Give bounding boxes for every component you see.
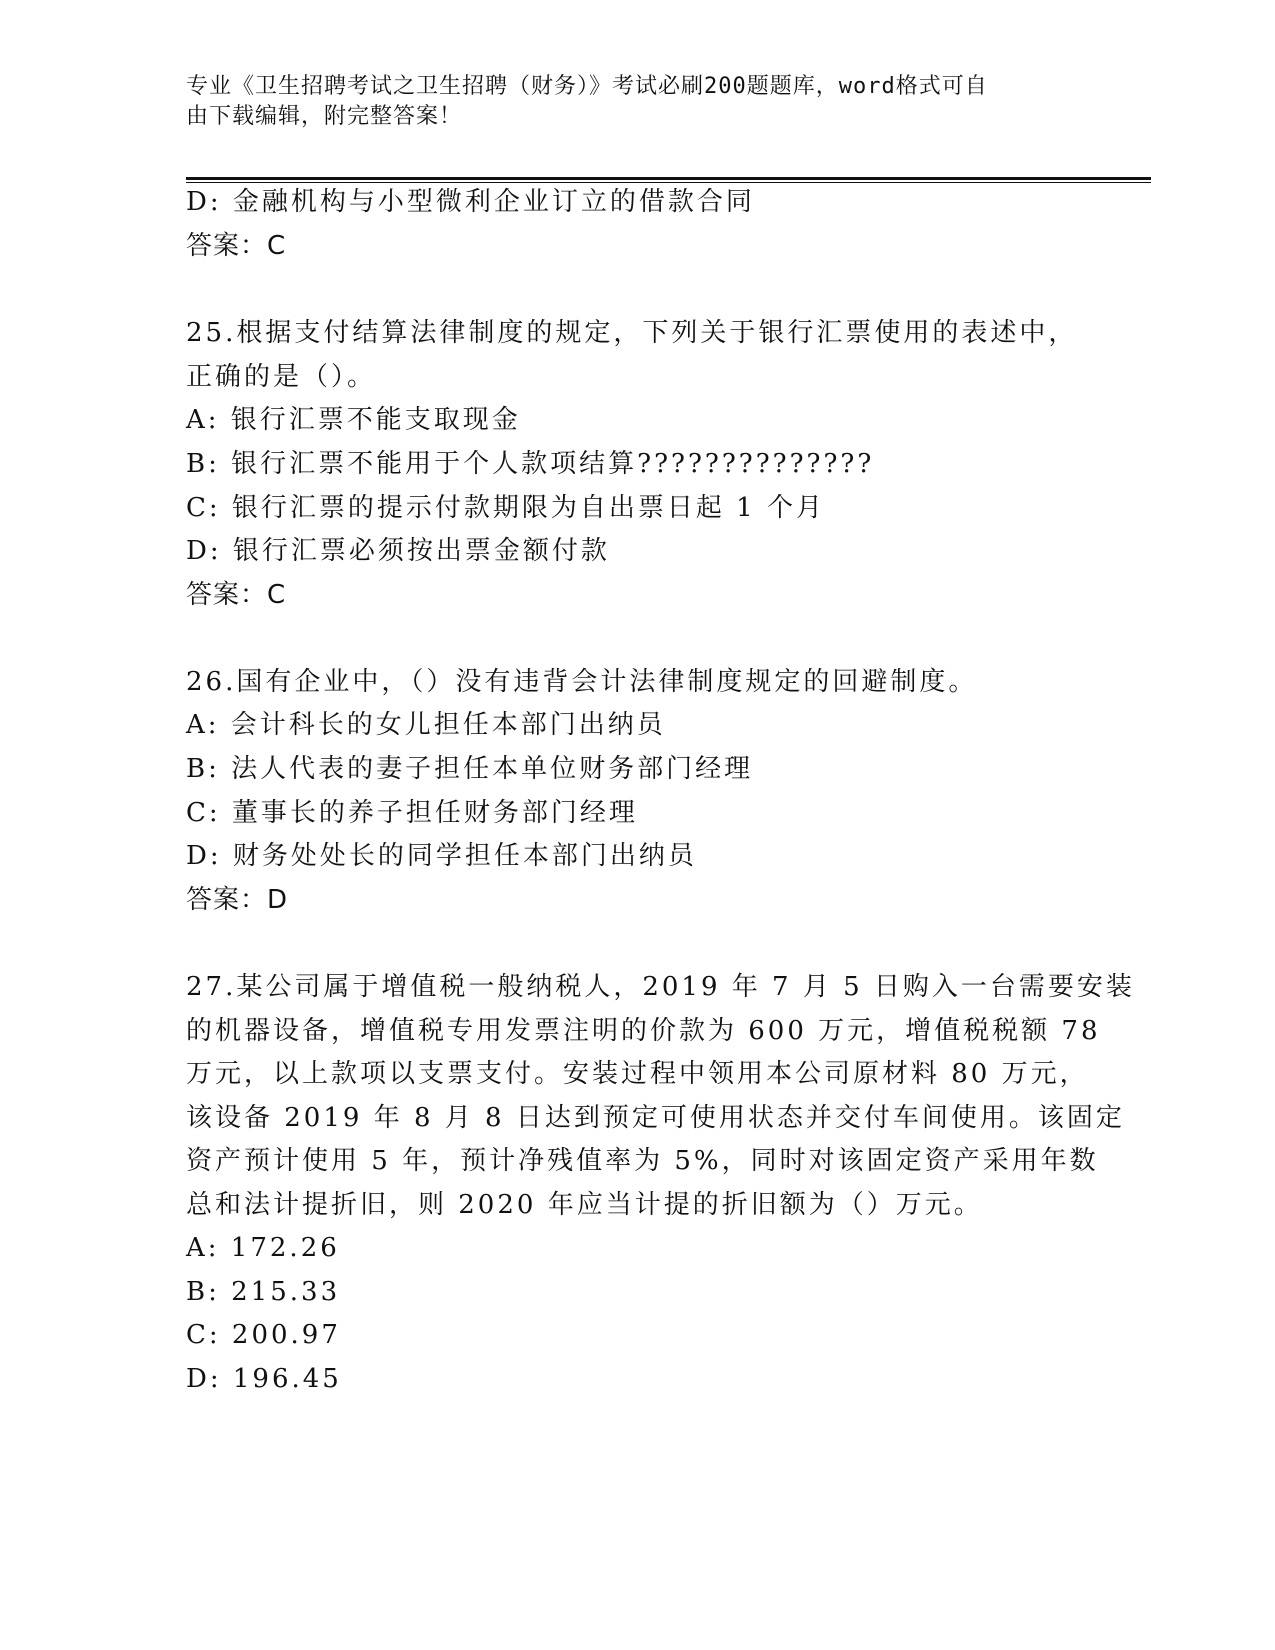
q27-stem-line-5: 资产预计使用 5 年，预计净残值率为 5%，同时对该固定资产采用年数	[186, 1146, 1099, 1176]
q25-option-a: A: 银行汇票不能支取现金	[186, 405, 521, 435]
prev-question-option-d: D: 金融机构与小型微利企业订立的借款合同	[186, 187, 755, 217]
q27-stem-line-3: 万元，以上款项以支票支付。安装过程中领用本公司原材料 80 万元，	[186, 1059, 1089, 1089]
header-divider-thin	[186, 182, 1151, 183]
q27-option-d: D: 196.45	[186, 1364, 342, 1394]
q27-stem-line-6: 总和法计提折旧，则 2020 年应当计提的折旧额为（）万元。	[186, 1190, 983, 1220]
prev-question-answer: 答案：C	[186, 231, 287, 261]
header-title-line-1: 专业《卫生招聘考试之卫生招聘（财务）》考试必刷200题题库，word格式可自	[186, 74, 988, 99]
header-title-line-2: 由下载编辑，附完整答案！	[186, 104, 463, 129]
q26-option-d: D: 财务处处长的同学担任本部门出纳员	[186, 841, 697, 871]
q25-option-d: D: 银行汇票必须按出票金额付款	[186, 536, 610, 566]
q27-option-c: C: 200.97	[186, 1320, 341, 1350]
q27-option-a: A: 172.26	[186, 1233, 340, 1263]
q25-answer: 答案：C	[186, 580, 287, 610]
page-header	[186, 72, 1066, 132]
q26-option-a: A: 会计科长的女儿担任本部门出纳员	[186, 710, 666, 740]
q25-stem-line-1: 25.根据支付结算法律制度的规定，下列关于银行汇票使用的表述中，	[186, 318, 1078, 348]
q26-stem: 26.国有企业中，（）没有违背会计法律制度规定的回避制度。	[186, 667, 978, 697]
q27-option-b: B: 215.33	[186, 1277, 341, 1307]
q27-stem-line-4: 该设备 2019 年 8 月 8 日达到预定可使用状态并交付车间使用。该固定	[186, 1103, 1125, 1133]
q27-stem-line-2: 的机器设备，增值税专用发票注明的价款为 600 万元，增值税税额 78	[186, 1016, 1101, 1046]
q25-stem-line-2: 正确的是（）。	[186, 362, 377, 392]
header-divider-thick	[186, 177, 1151, 180]
q26-answer: 答案：D	[186, 885, 289, 915]
q26-option-c: C: 董事长的养子担任财务部门经理	[186, 798, 638, 828]
q25-option-c: C: 银行汇票的提示付款期限为自出票日起 1 个月	[186, 493, 825, 523]
q27-stem-line-1: 27.某公司属于增值税一般纳税人，2019 年 7 月 5 日购入一台需要安装	[186, 972, 1135, 1002]
q26-option-b: B: 法人代表的妻子担任本单位财务部门经理	[186, 754, 754, 784]
q25-option-b: B: 银行汇票不能用于个人款项结算??????????????	[186, 449, 875, 479]
